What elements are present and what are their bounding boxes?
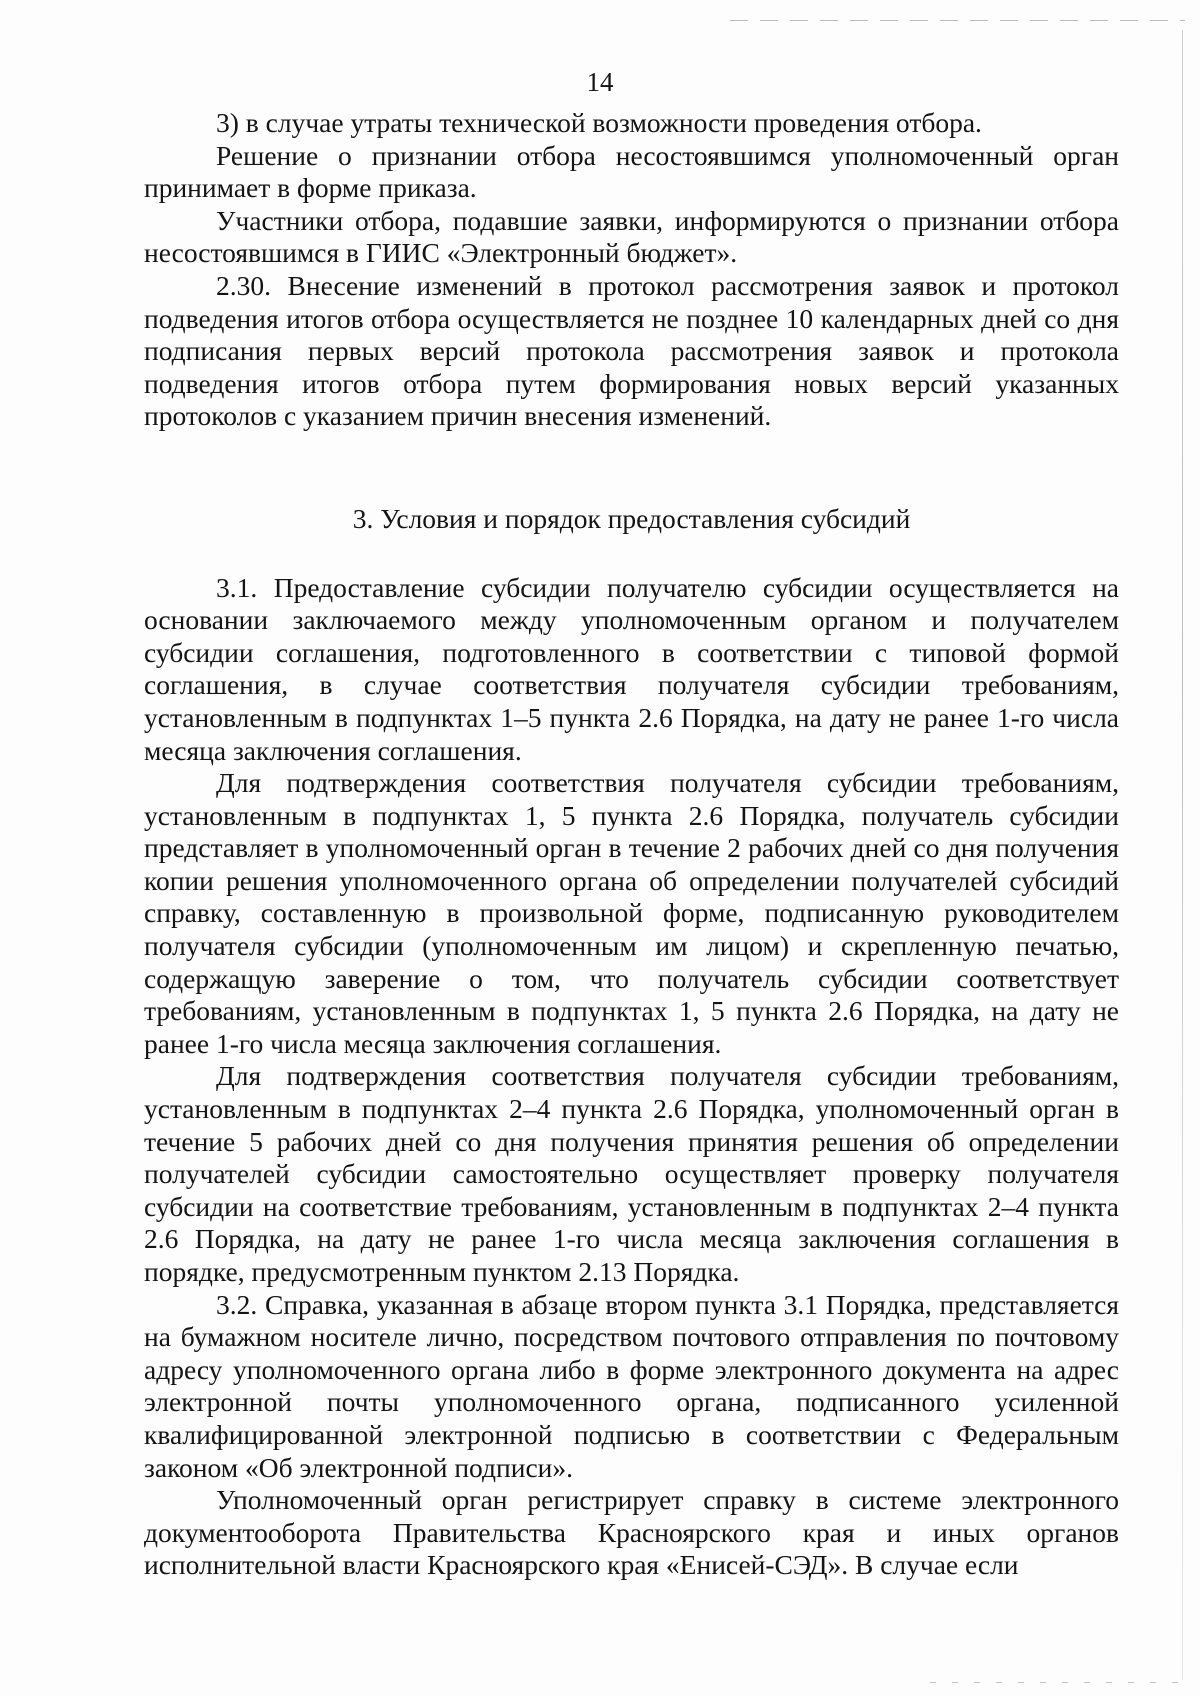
spacer: [144, 433, 1119, 503]
page-number: 14: [586, 67, 614, 97]
paragraph: 3) в случае утраты технической возможности проведения отбора.: [216, 107, 982, 138]
scan-edge-top: [730, 20, 1185, 21]
paragraph: 2.30. Внесение изменений в протокол рассмотрения заявок и протокол подведения итогов отбора осуществляется не позднее 10 календарных дней со дня подписания первых версий протокола рассмотрения заявок и протокола подведения итогов отбора путем формирования новых версий указанных протоколов с указанием причин внесения изменений.: [144, 269, 1119, 432]
paragraph: Решение о признании отбора несостоявшимся уполномоченный орган принимает в форме приказа.: [144, 139, 1119, 204]
spacer: [144, 536, 1119, 572]
paragraph: 3.2. Справка, указанная в абзаце втором пункта 3.1 Порядка, представляется на бумажном носителе лично, посредством почтового отправления по почтовому адресу уполномоченного органа либо в форме электронного документа на адрес электронной почты уполномоченного органа, подписанного усиленной квалифицированной электронной подписью в соответствии с Федеральным законом «Об электронной подписи».: [144, 1288, 1119, 1483]
paragraph: Уполномоченный орган регистрирует справку в системе электронного документооборота Правительства Красноярского края и иных органов исполнительной власти Красноярского края «Енисей-СЭД». В случае если: [144, 1484, 1119, 1581]
section-heading: 3. Условия и порядок предоставления субсидий: [352, 502, 911, 534]
document-body: [144, 107, 1119, 1582]
paragraph: Для подтверждения соответствия получателя субсидии требованиям, установленным в подпунктах 2–4 пункта 2.6 Порядка, уполномоченный орган в течение 5 рабочих дней со дня получения принятия решения об определении получателей субсидии самостоятельно осуществляет проверку получателя субсидии на соответствие требованиям, установленным в подпунктах 2–4 пункта 2.6 Порядка, на дату не ранее 1-го числа месяца заключения соглашения в порядке, предусмотренным пунктом 2.13 Порядка.: [144, 1060, 1119, 1287]
scan-edge-right: [1182, 30, 1183, 1680]
paragraph: 3.1. Предоставление субсидии получателю субсидии осуществляется на основании заключаемого между уполномоченным органом и получателем субсидии соглашения, подготовленного в соответствии с типовой формой соглашения, в случае соответствия получателя субсидии требованиям, установленным в подпунктах 1–5 пункта 2.6 Порядка, на дату не ранее 1-го числа месяца заключения соглашения.: [144, 571, 1119, 766]
scan-edge-bottom: [930, 1682, 1180, 1683]
paragraph: Для подтверждения соответствия получателя субсидии требованиям, установленным в подпунктах 1, 5 пункта 2.6 Порядка, получатель субсидии представляет в уполномоченный орган в течение 2 рабочих дней со дня получения копии решения уполномоченного органа об определении получателей субсидий справку, составленную в произвольной форме, подписанную руководителем получателя субсидии (уполномоченным им лицом) и скрепленную печатью, содержащую заверение о том, что получатель субсидии соответствует требованиям, установленным в подпунктах 1, 5 пункта 2.6 Порядка, на дату не ранее 1-го числа месяца заключения соглашения.: [144, 767, 1119, 1059]
paragraph: Участники отбора, подавшие заявки, информируются о признании отбора несостоявшимся в ГИИС «Электронный бюджет».: [144, 204, 1119, 269]
